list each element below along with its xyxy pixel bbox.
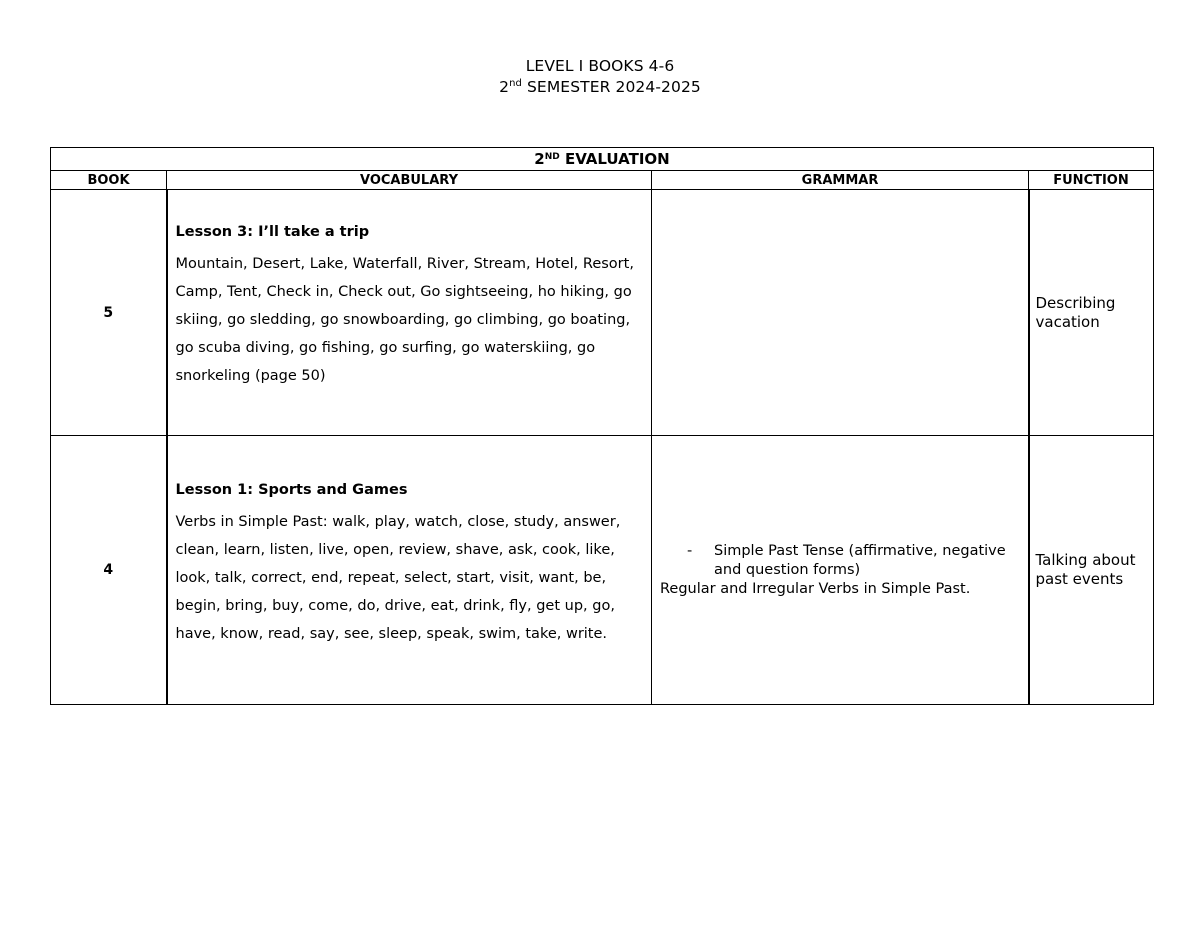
book-number: 5 (51, 190, 167, 436)
grammar-cell (652, 436, 1029, 705)
header-semester: 2nd SEMESTER 2024-2025 (499, 78, 701, 96)
column-header-vocabulary: VOCABULARY (167, 171, 652, 190)
table-row (51, 436, 1154, 705)
grammar-extra-text: Regular and Irregular Verbs in Simple Past. (660, 580, 971, 597)
evaluation-table (50, 147, 1154, 705)
grammar-bullet-text: Simple Past Tense (affirmative, negative and question forms) (714, 542, 1006, 578)
table-row (51, 190, 1154, 436)
grammar-cell (652, 190, 1029, 436)
table-title: 2ND EVALUATION (51, 148, 1154, 171)
vocabulary-text: Verbs in Simple Past: walk, play, watch, close, study, answer, clean, learn, listen, live, open, review, shave, ask, cook, like, look, talk, correct, end, repeat, select, start, visit, want, be, begin, bring, buy, come, do, drive, eat, drink, fly, get up, go, have, know, read, say, see, sleep, speak, swim, take, write. (175, 514, 621, 642)
function-cell: Describing vacation (1029, 190, 1154, 436)
book-number: 4 (51, 436, 167, 705)
column-header-grammar: GRAMMAR (652, 171, 1029, 190)
grammar-list (660, 542, 1020, 580)
vocabulary-cell (167, 190, 652, 436)
vocabulary-cell (167, 436, 652, 705)
column-header-book: BOOK (51, 171, 167, 190)
vocabulary-text: Mountain, Desert, Lake, Waterfall, River, Stream, Hotel, Resort, Camp, Tent, Check in, Check out, Go sightseeing, ho hiking, go skiing, go sledding, go snowboarding, go climbing, go boating, go scuba diving, go fishing, go surfing, go waterskiing, go snorkeling (page 50) (175, 256, 634, 384)
dash-bullet: - (687, 542, 693, 559)
column-header-function: FUNCTION (1029, 171, 1154, 190)
grammar-list-item (660, 542, 1020, 580)
header-title: LEVEL I BOOKS 4-6 (525, 57, 675, 75)
lesson-title: Lesson 1: Sports and Games (175, 482, 408, 498)
lesson-title: Lesson 3: I’ll take a trip (175, 224, 370, 240)
document-header (0, 56, 1200, 100)
function-cell: Talking about past events (1029, 436, 1154, 705)
